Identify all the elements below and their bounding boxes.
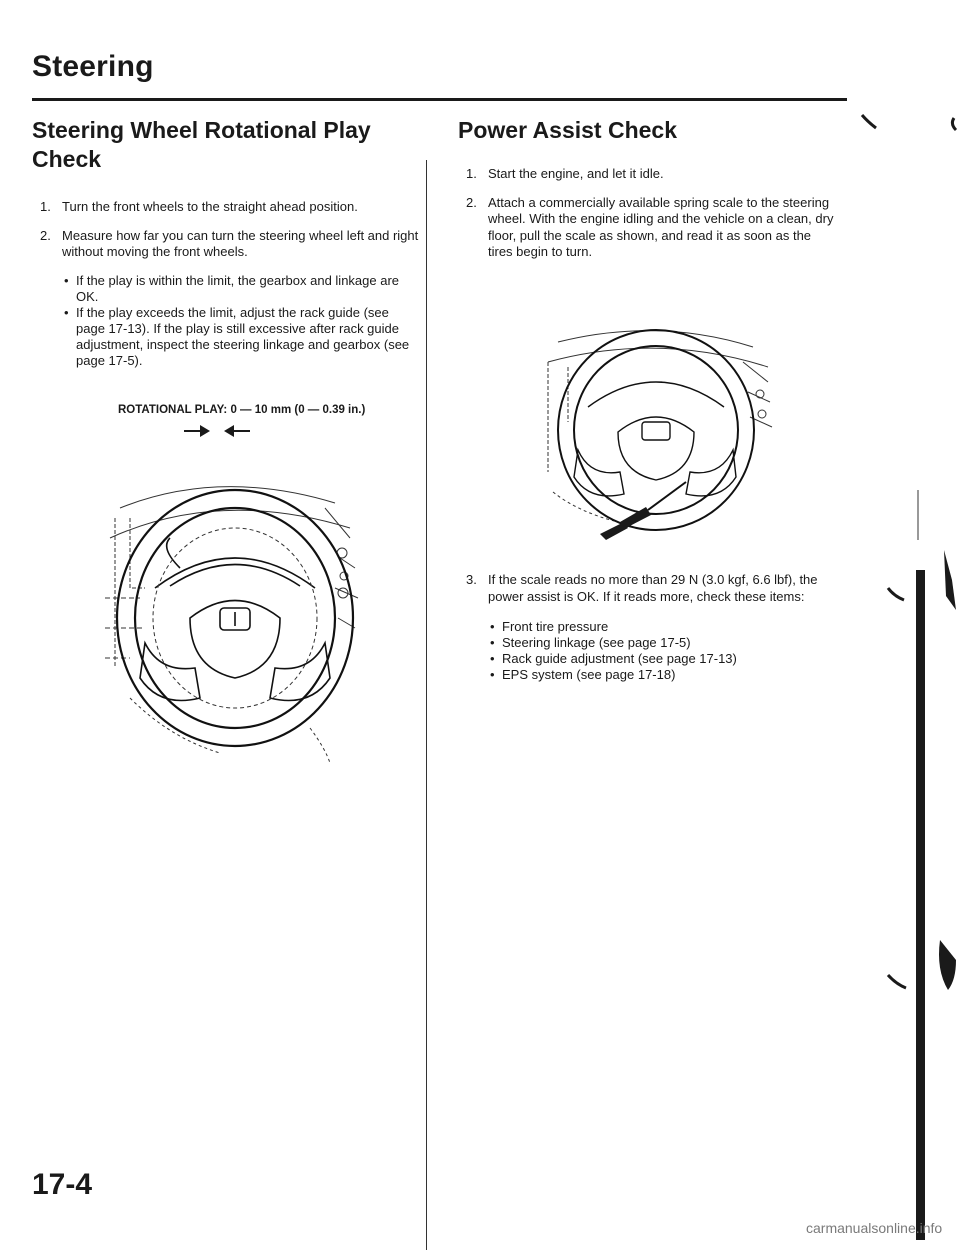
- column-divider: [426, 160, 427, 1250]
- bullet-item: • Steering linkage (see page 17-5): [488, 635, 836, 651]
- power-assist-steps: [466, 166, 836, 273]
- step-item: [466, 195, 836, 261]
- spring-scale-illustration: [528, 322, 788, 542]
- section-title-line1: Steering Wheel Rotational Play: [32, 117, 371, 143]
- bullet-item: • Front tire pressure: [488, 619, 836, 635]
- step-item: [466, 166, 836, 183]
- step-item: [466, 572, 836, 683]
- step-number: 2.: [466, 194, 477, 210]
- watermark: carmanualsonline.info: [806, 1220, 943, 1236]
- step-number: 2.: [40, 227, 51, 243]
- step-number: 1.: [466, 166, 477, 181]
- bullet-item: • If the play exceeds the limit, adjust the rack guide (see page 17-13). If the play is still excessive after rack guide adjustment, inspect the steering linkage and gearbox (see page 17-5).: [62, 305, 420, 369]
- step-number: 1.: [40, 199, 51, 214]
- section-title-power-assist: Power Assist Check: [458, 117, 678, 143]
- step-text: If the scale reads no more than 29 N (3.0 kgf, 6.6 lbf), the power assist is OK. If it reads more, check these items:: [488, 572, 818, 604]
- bullet-item: • If the play is within the limit, the gearbox and linkage are OK.: [62, 273, 420, 305]
- step-text: Measure how far you can turn the steering wheel left and right without moving the front wheels.: [62, 227, 419, 259]
- power-assist-step-3: [466, 572, 836, 695]
- step-item: [40, 228, 420, 369]
- bullet-item: • Rack guide adjustment (see page 17-13): [488, 651, 836, 667]
- title-rule: [32, 98, 847, 101]
- section-title-rotational-play: [32, 116, 412, 174]
- step-text: Attach a commercially available spring scale to the steering wheel. With the engine idling and the vehicle on a clean, dry floor, pull the scale as shown, and read it as soon as the tires begin to turn.: [488, 194, 834, 259]
- binding-marks: [860, 110, 960, 1242]
- step-text: Start the engine, and let it idle.: [488, 166, 664, 181]
- play-arrows-icon: [178, 418, 258, 442]
- step-item: [40, 199, 420, 216]
- step-number: 3.: [466, 572, 477, 587]
- page-title: Steering: [32, 50, 154, 83]
- rotational-play-steps: [40, 199, 420, 381]
- step-text: Turn the front wheels to the straight ahead position.: [62, 199, 358, 214]
- page-number: 17-4: [32, 1168, 93, 1201]
- bullet-item: • EPS system (see page 17-18): [488, 667, 836, 683]
- steering-wheel-illustration: [100, 468, 370, 768]
- rotational-play-spec: ROTATIONAL PLAY: 0 — 10 mm (0 — 0.39 in.): [118, 404, 366, 416]
- section-title-line2: Check: [32, 146, 102, 172]
